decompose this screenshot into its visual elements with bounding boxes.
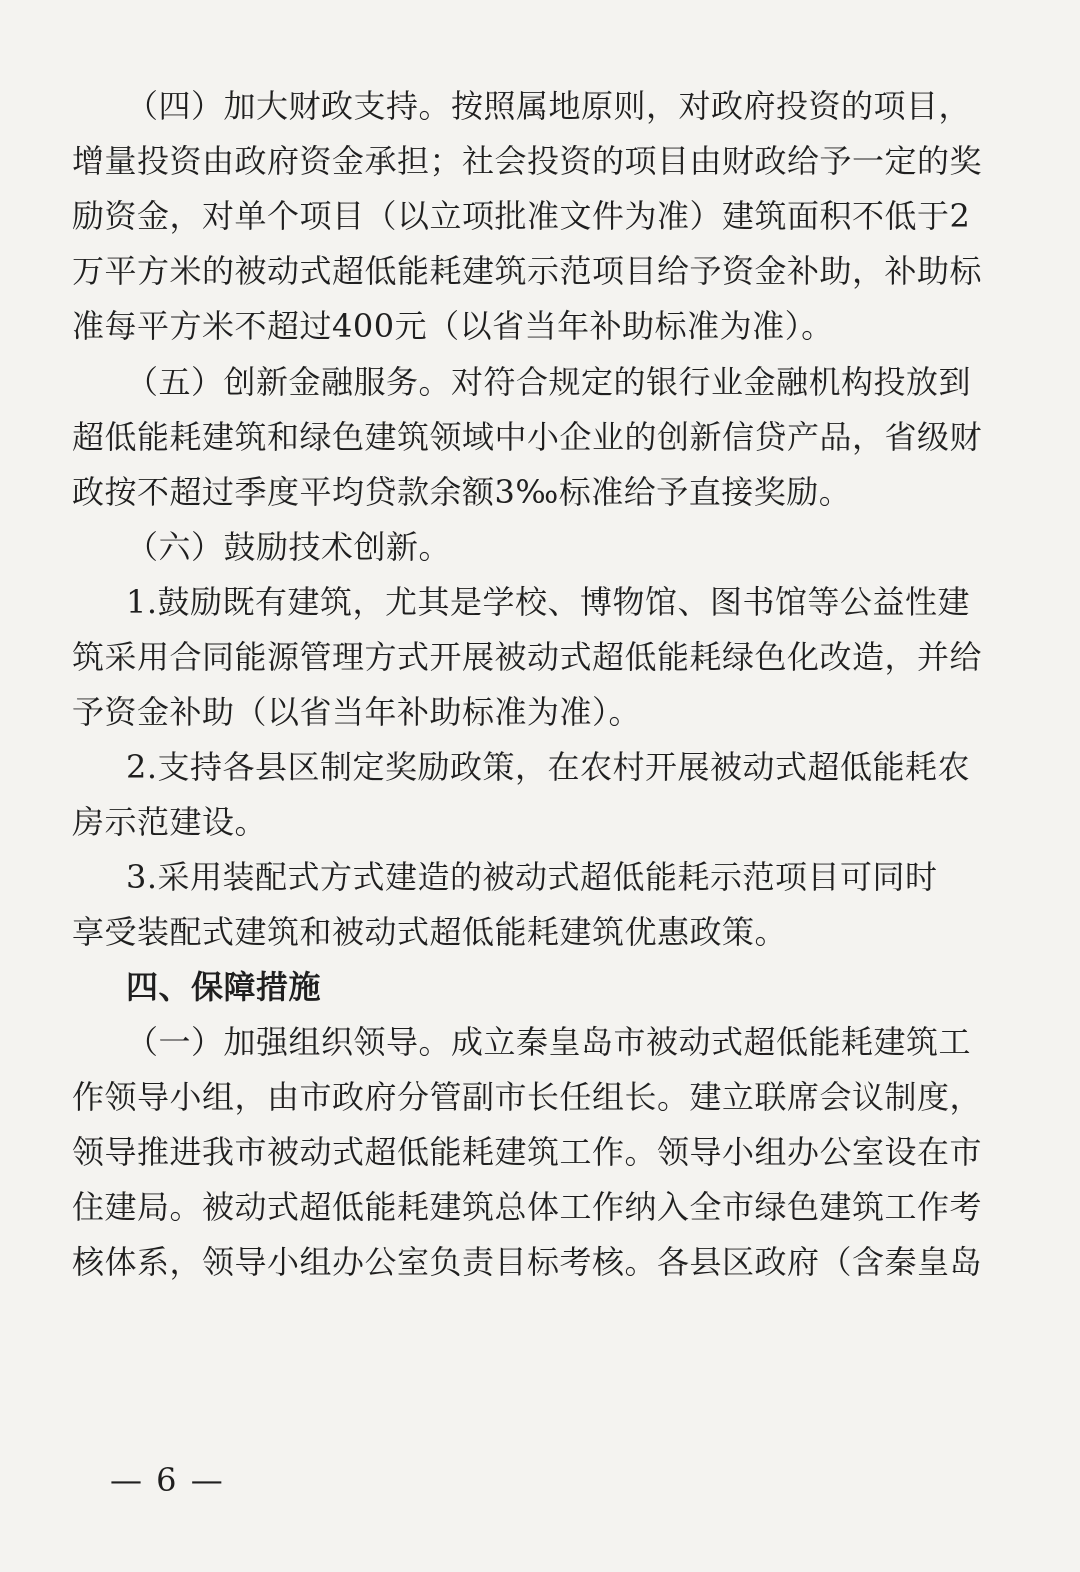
text-line-20: 领导推进我市被动式超低能耗建筑工作。领导小组办公室设在市: [72, 1133, 983, 1171]
text-line-10: 1.鼓励既有建筑，尤其是学校、博物馆、图书馆等公益性建: [126, 583, 971, 621]
text-line-14: 房示范建设。: [72, 803, 268, 841]
text-line-8: 政按不超过季度平均贷款余额3‰标准给予直接奖励。: [72, 473, 852, 511]
text-line-22: 核体系，领导小组办公室负责目标考核。各县区政府（含秦皇岛: [72, 1243, 983, 1281]
text-line-6: （五）创新金融服务。对符合规定的银行业金融机构投放到: [126, 363, 972, 401]
text-line-7: 超低能耗建筑和绿色建筑领域中小企业的创新信贷产品，省级财: [72, 418, 983, 456]
text-line-19: 作领导小组，由市政府分管副市长任组长。建立联席会议制度，: [72, 1078, 983, 1116]
text-line-18: （一）加强组织领导。成立秦皇岛市被动式超低能耗建筑工: [126, 1023, 972, 1061]
text-line-15: 3.采用装配式方式建造的被动式超低能耗示范项目可同时: [126, 858, 938, 896]
section-heading: 四、保障措施: [126, 968, 322, 1006]
text-line-2: 增量投资由政府资金承担；社会投资的项目由财政给予一定的奖: [72, 142, 983, 180]
text-line-21: 住建局。被动式超低能耗建筑总体工作纳入全市绿色建筑工作考: [72, 1188, 983, 1226]
text-line-13: 2.支持各县区制定奖励政策，在农村开展被动式超低能耗农: [126, 748, 971, 786]
text-line-9: （六）鼓励技术创新。: [126, 528, 452, 566]
text-line-3: 励资金，对单个项目（以立项批准文件为准）建筑面积不低于2: [72, 197, 971, 235]
text-line-4: 万平方米的被动式超低能耗建筑示范项目给予资金补助，补助标: [72, 252, 983, 290]
page-number: — 6 —: [110, 1461, 225, 1499]
text-line-16: 享受装配式建筑和被动式超低能耗建筑优惠政策。: [72, 913, 788, 951]
text-line-12: 予资金补助（以省当年补助标准为准）。: [72, 693, 642, 731]
text-line-11: 筑采用合同能源管理方式开展被动式超低能耗绿色化改造，并给: [72, 638, 983, 676]
text-line-5: 准每平方米不超过400元（以省当年补助标准为准）。: [72, 307, 834, 345]
text-line-1: （四）加大财政支持。按照属地原则，对政府投资的项目，: [126, 87, 972, 125]
